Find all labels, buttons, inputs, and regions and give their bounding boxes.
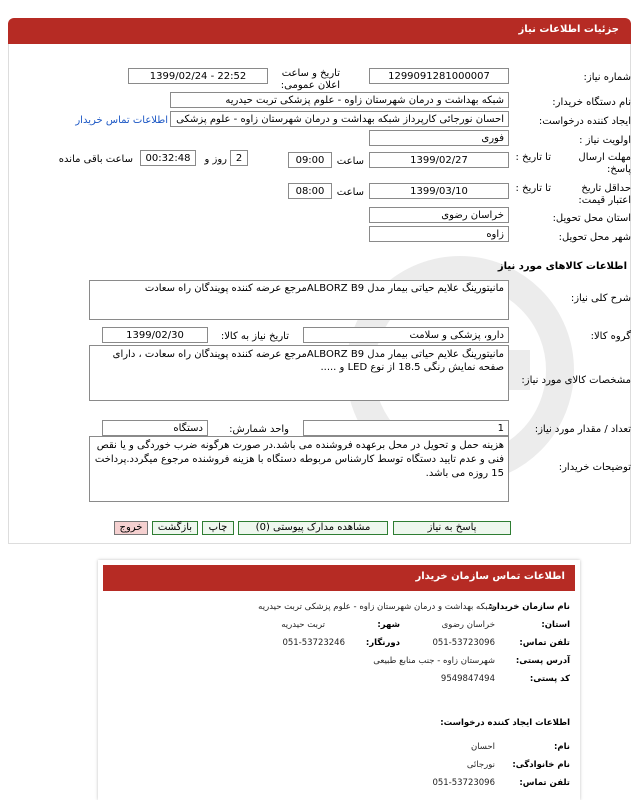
price-time-field[interactable]: 08:00 [288,183,332,199]
creator-phone-value: 051-53723096 [432,778,495,788]
group-label: گروه کالا: [590,331,631,342]
org-name-value: شبکه بهداشت و درمان شهرستان زاوه - علوم پزشکی تربت حیدریه [258,602,495,612]
send-time-field[interactable]: 09:00 [288,152,332,168]
spec-label: مشخصات کالای مورد نیاز: [521,375,631,386]
phone-label: تلفن تماس: [519,638,570,648]
page-title: جزئیات اطلاعات نیاز [518,24,619,35]
creator-section-title: اطلاعات ایجاد کننده درخواست: [440,718,570,728]
countdown-field: 00:32:48 [140,150,196,166]
remaining-label: ساعت باقی مانده [58,154,133,165]
city-label: شهر محل تحویل: [558,232,631,243]
phone-value: 051-53723096 [432,638,495,648]
unit-label: واحد شمارش: [229,424,289,435]
summary-label: شرح کلی نیاز: [570,293,631,304]
first-name-value: احسان [470,742,495,752]
quantity-field[interactable]: 1 [303,420,509,436]
price-to-date-label: تا تاریخ : [515,183,551,194]
days-remaining-field: 2 [230,150,248,166]
contact-card-title: اطلاعات تماس سازمان خریدار [415,571,565,582]
send-deadline-label: مهلت ارسال پاسخ: [578,152,631,175]
province-field[interactable]: خراسان رضوی [369,207,509,223]
contact-province-label: استان: [541,620,570,630]
postal-value: 9549847494 [440,674,495,684]
price-date-field[interactable]: 1399/03/10 [369,183,509,199]
buyer-label: نام دستگاه خریدار: [552,97,631,108]
creator-phone-label: تلفن تماس: [519,778,570,788]
buyer-field[interactable]: شبکه بهداشت و درمان شهرستان زاوه - علوم پزشکی تربت حیدریه [170,92,509,108]
spec-field[interactable]: مانیتورینگ علایم حیاتی بیمار مدل ALBORZ B9مرجع عرضه کننده پویندگان راه سعادت ، دارای صفحه نمایش رنگی 18.5 از نوع LED و ..... [89,345,509,401]
creator-label: ایجاد کننده درخواست: [538,116,631,127]
notes-label: توضیحات خریدار: [558,462,631,473]
days-label: روز و [204,154,227,165]
last-name-label: نام خانوادگی: [512,760,570,770]
contact-city-label: شهر: [377,620,400,630]
unit-field[interactable]: دستگاه [102,420,208,436]
need-number-field[interactable]: 1299091281000007 [369,68,509,84]
address-label: آدرس پستی: [515,656,570,666]
exit-button[interactable]: خروج [114,521,148,535]
contact-card-header [103,565,575,591]
goods-section-title: اطلاعات کالاهای مورد نیاز [497,261,627,272]
price-validity-label: حداقل تاریخ اعتبار قیمت: [578,183,631,206]
reply-button[interactable]: پاسخ به نیاز [393,521,511,535]
priority-field[interactable]: فوری [369,130,509,146]
need-date-label: تاریخ نیاز به کالا: [220,331,289,342]
buyer-contact-card [98,560,580,800]
fax-label: دورنگار: [365,638,400,648]
address-value: شهرستان زاوه - جنب منابع طبیعی [373,656,495,666]
send-hour-label: ساعت [336,156,364,167]
last-name-value: نورجائی [466,760,495,770]
announce-field[interactable]: 1399/02/24 - 22:52 [128,68,268,84]
creator-field[interactable]: احسان نورجائی کارپرداز شبکه بهداشت و درمان شهرستان زاوه - علوم پزشکی [170,111,509,127]
notes-field[interactable]: هزینه حمل و تحویل در محل برعهده فروشنده می باشد.در صورت هرگونه ضرب خوردگی و یا نقص فنی و عدم تایید دستگاه توسط کارشناس مربوطه دستگاه با هزینه فروشنده مرجوع میگردد.پرداخت 15 روزه می باشد. [89,436,509,502]
contact-city-value: تربت حیدریه [281,620,325,630]
price-hour-label: ساعت [336,187,364,198]
page-header [8,18,631,44]
quantity-label: تعداد / مقدار مورد نیاز: [534,424,631,435]
print-button[interactable]: چاپ [202,521,234,535]
fax-value: 051-53723246 [282,638,345,648]
need-date-field[interactable]: 1399/02/30 [102,327,208,343]
back-button[interactable]: بازگشت [152,521,198,535]
city-field[interactable]: زاوه [369,226,509,242]
attachments-button[interactable]: مشاهده مدارک پیوستی (0) [238,521,388,535]
announce-label: تاریخ و ساعت اعلان عمومی: [280,68,340,91]
send-to-date-label: تا تاریخ : [515,152,551,163]
contact-info-link[interactable]: اطلاعات تماس خریدار [75,115,168,126]
contact-province-value: خراسان رضوی [441,620,495,630]
priority-label: اولویت نیاز : [579,135,631,146]
province-label: استان محل تحویل: [552,213,631,224]
summary-field[interactable]: مانیتورینگ علایم حیاتی بیمار مدل ALBORZ B9مرجع عرضه کننده پویندگان راه سعادت [89,280,509,320]
group-field[interactable]: دارو، پزشکی و سلامت [303,327,509,343]
first-name-label: نام: [553,742,570,752]
need-number-label: شماره نیاز: [583,72,631,83]
postal-label: کد پستی: [529,674,570,684]
send-date-field[interactable]: 1399/02/27 [369,152,509,168]
org-name-label: نام سازمان خریدار: [488,602,570,612]
